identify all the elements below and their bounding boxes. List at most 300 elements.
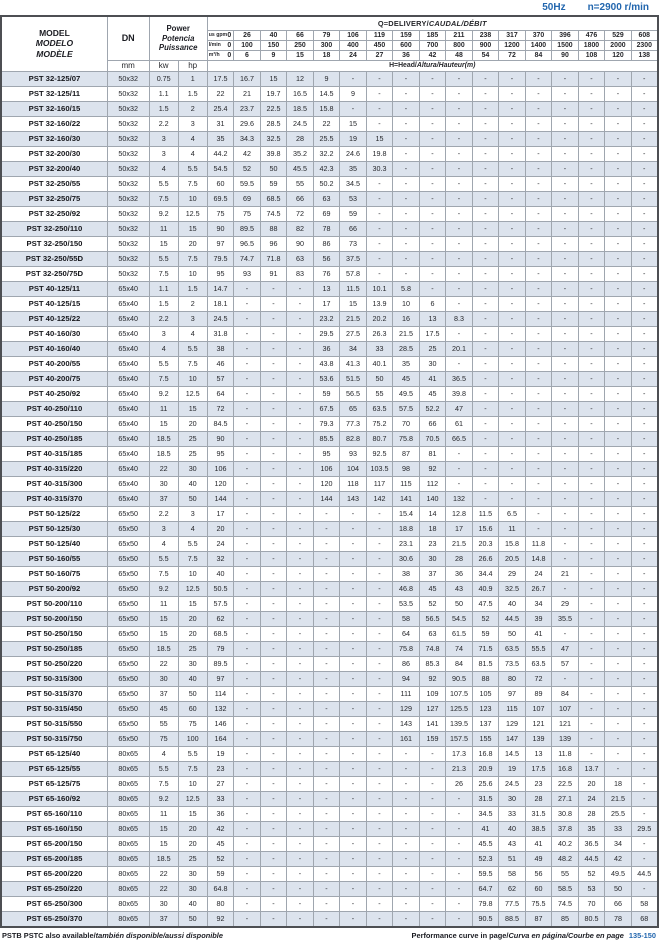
- head-cell: -: [234, 341, 261, 356]
- head-cell: -: [419, 896, 446, 911]
- head-cell: -: [287, 311, 314, 326]
- kw-cell: 2.2: [149, 116, 178, 131]
- head-cell: -: [499, 101, 526, 116]
- head-cell: -: [631, 431, 658, 446]
- head-cell: -: [366, 566, 393, 581]
- head-cell: -: [260, 656, 287, 671]
- head-cell: 42.3: [313, 161, 340, 176]
- head-cell: -: [578, 461, 605, 476]
- head-cell: -: [366, 206, 393, 221]
- head-cell: 23: [207, 761, 234, 776]
- head-cell: -: [472, 131, 499, 146]
- hp-cell: 2: [178, 296, 207, 311]
- head-cell: -: [605, 206, 632, 221]
- head-cell: 144: [207, 491, 234, 506]
- head-cell: -: [260, 566, 287, 581]
- head-cell: 29.6: [234, 116, 261, 131]
- head-cell: -: [234, 386, 261, 401]
- head-cell: -: [366, 611, 393, 626]
- head-cell: -: [499, 266, 526, 281]
- head-cell: -: [234, 371, 261, 386]
- head-cell: -: [446, 851, 473, 866]
- head-cell: 80: [499, 671, 526, 686]
- head-cell: 66: [287, 191, 314, 206]
- head-cell: -: [287, 746, 314, 761]
- head-cell: -: [446, 866, 473, 881]
- head-cell: 81: [419, 446, 446, 461]
- head-cell: -: [552, 296, 579, 311]
- head-cell: -: [446, 206, 473, 221]
- head-cell: 44.5: [499, 611, 526, 626]
- hp-cell: 12.5: [178, 386, 207, 401]
- head-cell: -: [234, 701, 261, 716]
- kw-cell: 7.5: [149, 566, 178, 581]
- head-cell: 56: [313, 251, 340, 266]
- head-cell: -: [234, 581, 261, 596]
- kw-cell: 15: [149, 836, 178, 851]
- dn-cell: 50x32: [107, 236, 149, 251]
- head-cell: 33: [366, 341, 393, 356]
- head-cell: 30.6: [393, 551, 420, 566]
- footer-right-intl: Curva en página/Courbe en page: [508, 930, 624, 940]
- kw-cell: 9.2: [149, 791, 178, 806]
- model-cell: PST 50-315/450: [1, 701, 107, 716]
- model-cell: PST 32-200/30: [1, 146, 107, 161]
- head-cell: -: [340, 776, 367, 791]
- head-cell: -: [525, 131, 552, 146]
- head-cell: 20.3: [472, 536, 499, 551]
- head-cell: -: [499, 251, 526, 266]
- hp-unit-cell: hp: [178, 60, 207, 71]
- head-cell: -: [525, 506, 552, 521]
- head-cell: -: [499, 236, 526, 251]
- head-cell: 23.1: [393, 536, 420, 551]
- head-cell: -: [287, 686, 314, 701]
- head-cell: -: [313, 596, 340, 611]
- hp-cell: 25: [178, 431, 207, 446]
- head-cell: -: [287, 431, 314, 446]
- hp-cell: 50: [178, 911, 207, 927]
- head-cell: 39: [525, 611, 552, 626]
- hp-cell: 7.5: [178, 251, 207, 266]
- model-cell: PST 40-315/300: [1, 476, 107, 491]
- head-cell: -: [631, 146, 658, 161]
- dn-cell: 65x50: [107, 521, 149, 536]
- head-cell: 30.8: [552, 806, 579, 821]
- head-cell: 57: [207, 371, 234, 386]
- head-cell: -: [605, 311, 632, 326]
- hp-cell: 2: [178, 101, 207, 116]
- head-cell: -: [340, 761, 367, 776]
- head-cell: 23.7: [234, 101, 261, 116]
- head-cell: -: [578, 251, 605, 266]
- head-cell: -: [605, 146, 632, 161]
- head-cell: 141: [419, 716, 446, 731]
- head-cell: -: [446, 356, 473, 371]
- head-cell: -: [552, 416, 579, 431]
- head-cell: -: [631, 221, 658, 236]
- head-cell: 41: [472, 821, 499, 836]
- head-cell: -: [578, 446, 605, 461]
- head-cell: -: [605, 656, 632, 671]
- hp-cell: 20: [178, 611, 207, 626]
- head-cell: 21: [552, 566, 579, 581]
- flow-value-cell: 120: [605, 50, 632, 60]
- flow-value-cell: 27: [366, 50, 393, 60]
- head-cell: -: [578, 611, 605, 626]
- head-cell: -: [340, 101, 367, 116]
- kw-cell: 3: [149, 131, 178, 146]
- head-cell: 45: [419, 386, 446, 401]
- head-cell: -: [313, 551, 340, 566]
- head-cell: -: [605, 671, 632, 686]
- head-cell: -: [578, 656, 605, 671]
- flow-value-cell: 2000: [605, 40, 632, 50]
- head-cell: -: [631, 311, 658, 326]
- head-cell: -: [313, 776, 340, 791]
- head-cell: 19: [499, 761, 526, 776]
- head-cell: -: [234, 716, 261, 731]
- model-cell: PST 32-160/15: [1, 101, 107, 116]
- head-cell: 59: [260, 176, 287, 191]
- head-cell: -: [366, 911, 393, 927]
- dn-cell: 65x40: [107, 296, 149, 311]
- model-cell: PST 40-125/22: [1, 311, 107, 326]
- head-cell: 132: [207, 701, 234, 716]
- head-cell: -: [260, 596, 287, 611]
- head-cell: -: [287, 761, 314, 776]
- hp-cell: 4: [178, 521, 207, 536]
- hp-cell: 7.5: [178, 761, 207, 776]
- head-cell: 139.5: [446, 716, 473, 731]
- head-cell: 142: [366, 491, 393, 506]
- head-cell: 54.5: [446, 611, 473, 626]
- head-cell: -: [393, 851, 420, 866]
- head-cell: -: [631, 551, 658, 566]
- model-cell: PST 50-125/40: [1, 536, 107, 551]
- hp-cell: 1.5: [178, 86, 207, 101]
- head-cell: -: [260, 746, 287, 761]
- head-cell: -: [499, 416, 526, 431]
- head-cell: -: [605, 701, 632, 716]
- head-cell: 6: [419, 296, 446, 311]
- head-cell: 137: [472, 716, 499, 731]
- head-cell: -: [260, 476, 287, 491]
- head-cell: -: [605, 461, 632, 476]
- head-cell: 49.5: [605, 866, 632, 881]
- head-cell: -: [552, 626, 579, 641]
- head-cell: -: [525, 446, 552, 461]
- head-cell: 25.6: [472, 776, 499, 791]
- model-cell: PST 50-160/55: [1, 551, 107, 566]
- head-cell: -: [552, 341, 579, 356]
- head-cell: -: [525, 116, 552, 131]
- head-cell: -: [631, 521, 658, 536]
- head-cell: -: [605, 221, 632, 236]
- flow-value-cell: 400: [340, 40, 367, 50]
- head-cell: -: [605, 551, 632, 566]
- head-cell: 89.5: [207, 656, 234, 671]
- head-cell: -: [552, 386, 579, 401]
- model-cell: PST 50-160/75: [1, 566, 107, 581]
- head-cell: -: [499, 86, 526, 101]
- head-cell: 35: [578, 821, 605, 836]
- head-cell: -: [631, 776, 658, 791]
- head-cell: -: [340, 821, 367, 836]
- flow-value-cell: 159: [393, 30, 420, 40]
- hp-cell: 12.5: [178, 791, 207, 806]
- table-row: [1, 731, 658, 746]
- head-cell: -: [366, 836, 393, 851]
- head-cell: 41: [419, 371, 446, 386]
- dn-cell: 65x40: [107, 476, 149, 491]
- model-cell: PST 50-315/370: [1, 686, 107, 701]
- head-cell: -: [260, 416, 287, 431]
- head-cell: -: [605, 476, 632, 491]
- head-cell: -: [472, 176, 499, 191]
- model-cell: PST 50-200/110: [1, 596, 107, 611]
- head-cell: -: [234, 806, 261, 821]
- head-cell: -: [446, 131, 473, 146]
- footer-availability-note: [2, 931, 223, 940]
- head-cell: 69: [313, 206, 340, 221]
- head-cell: 24.5: [207, 311, 234, 326]
- head-cell: -: [605, 386, 632, 401]
- head-cell: 57.8: [340, 266, 367, 281]
- head-cell: -: [499, 446, 526, 461]
- table-row: [1, 686, 658, 701]
- head-cell: 109: [419, 686, 446, 701]
- head-cell: 23: [525, 776, 552, 791]
- head-cell: -: [552, 476, 579, 491]
- head-row-label: [207, 60, 658, 71]
- head-cell: -: [472, 446, 499, 461]
- hp-cell: 20: [178, 836, 207, 851]
- head-cell: -: [234, 281, 261, 296]
- dn-cell: 50x32: [107, 71, 149, 86]
- head-cell: -: [631, 611, 658, 626]
- head-cell: -: [472, 116, 499, 131]
- head-cell: 36: [207, 806, 234, 821]
- head-cell: -: [419, 746, 446, 761]
- head-cell: -: [393, 221, 420, 236]
- head-cell: -: [366, 176, 393, 191]
- dn-cell: 50x32: [107, 251, 149, 266]
- head-cell: -: [260, 776, 287, 791]
- head-cell: -: [446, 881, 473, 896]
- head-cell: -: [366, 251, 393, 266]
- dn-cell: 65x50: [107, 611, 149, 626]
- flow-value-cell: 1400: [525, 40, 552, 50]
- kw-cell: 9.2: [149, 206, 178, 221]
- flow-value-cell: 396: [552, 30, 579, 40]
- head-cell: 14.7: [207, 281, 234, 296]
- table-row: [1, 86, 658, 101]
- head-cell: 18.5: [287, 101, 314, 116]
- head-cell: 24.5: [499, 776, 526, 791]
- head-cell: -: [631, 566, 658, 581]
- model-cell: PST 50-125/30: [1, 521, 107, 536]
- head-cell: -: [446, 281, 473, 296]
- kw-cell: 22: [149, 461, 178, 476]
- head-cell: 52: [234, 161, 261, 176]
- head-cell: -: [605, 341, 632, 356]
- head-cell: -: [340, 701, 367, 716]
- delivery-header: [207, 16, 658, 30]
- head-cell: -: [525, 401, 552, 416]
- head-cell: 43: [499, 836, 526, 851]
- head-cell: 159: [419, 731, 446, 746]
- head-cell: -: [578, 686, 605, 701]
- model-label-en: MODEL: [39, 27, 70, 38]
- head-cell: -: [234, 311, 261, 326]
- head-cell: -: [234, 836, 261, 851]
- head-cell: 87: [393, 446, 420, 461]
- head-cell: -: [366, 806, 393, 821]
- kw-cell: 11: [149, 596, 178, 611]
- head-label-en: H=Head/: [389, 62, 417, 69]
- head-cell: 27.5: [340, 326, 367, 341]
- head-cell: -: [340, 836, 367, 851]
- head-cell: -: [287, 911, 314, 927]
- head-cell: -: [419, 101, 446, 116]
- head-cell: -: [605, 251, 632, 266]
- head-cell: 52: [207, 851, 234, 866]
- head-cell: -: [605, 236, 632, 251]
- head-cell: 50: [446, 596, 473, 611]
- head-cell: -: [472, 401, 499, 416]
- head-cell: 59: [340, 206, 367, 221]
- head-cell: 47: [446, 401, 473, 416]
- hp-cell: 30: [178, 881, 207, 896]
- dn-cell: 50x32: [107, 86, 149, 101]
- head-cell: -: [366, 746, 393, 761]
- head-cell: -: [446, 911, 473, 927]
- hp-cell: 60: [178, 701, 207, 716]
- head-cell: 92: [207, 911, 234, 927]
- head-cell: 117: [366, 476, 393, 491]
- table-row: [1, 161, 658, 176]
- head-cell: 57.5: [393, 401, 420, 416]
- head-cell: -: [631, 356, 658, 371]
- head-cell: 74: [446, 641, 473, 656]
- table-row: [1, 266, 658, 281]
- hp-cell: 20: [178, 236, 207, 251]
- head-cell: -: [260, 866, 287, 881]
- head-cell: 63.5: [499, 641, 526, 656]
- head-cell: 120: [313, 476, 340, 491]
- head-cell: -: [552, 536, 579, 551]
- head-cell: -: [287, 551, 314, 566]
- head-cell: 147: [499, 731, 526, 746]
- head-cell: 60: [525, 881, 552, 896]
- hp-cell: 25: [178, 641, 207, 656]
- head-cell: -: [313, 641, 340, 656]
- table-row: [1, 626, 658, 641]
- head-cell: -: [366, 896, 393, 911]
- head-cell: 55: [552, 866, 579, 881]
- head-cell: -: [340, 551, 367, 566]
- head-cell: 12: [287, 71, 314, 86]
- kw-cell: 1.5: [149, 101, 178, 116]
- head-cell: -: [366, 191, 393, 206]
- head-cell: -: [234, 731, 261, 746]
- head-cell: 62: [499, 881, 526, 896]
- head-cell: 16: [393, 311, 420, 326]
- table-row: [1, 656, 658, 671]
- flow-unit-zero-cell: [207, 30, 234, 40]
- head-cell: 98: [393, 461, 420, 476]
- head-cell: -: [578, 326, 605, 341]
- head-cell: 121: [552, 716, 579, 731]
- head-cell: -: [366, 536, 393, 551]
- head-cell: -: [578, 491, 605, 506]
- head-cell: 28: [446, 551, 473, 566]
- head-cell: -: [419, 236, 446, 251]
- head-cell: -: [340, 716, 367, 731]
- head-cell: 40: [499, 821, 526, 836]
- head-cell: -: [313, 626, 340, 641]
- head-cell: 27.1: [552, 791, 579, 806]
- dn-cell: 65x40: [107, 401, 149, 416]
- head-cell: -: [260, 281, 287, 296]
- head-cell: -: [366, 656, 393, 671]
- flow-unit-label: m³/h: [208, 52, 220, 58]
- head-cell: 35.2: [287, 146, 314, 161]
- head-cell: 26.7: [525, 581, 552, 596]
- dn-column-header: DN: [107, 16, 149, 60]
- speed-label: n=2900 r/min: [587, 2, 649, 13]
- head-cell: 17: [446, 521, 473, 536]
- flow-value-cell: 238: [472, 30, 499, 40]
- head-cell: -: [446, 791, 473, 806]
- head-cell: -: [552, 161, 579, 176]
- head-cell: -: [366, 761, 393, 776]
- head-cell: 37.5: [340, 251, 367, 266]
- head-cell: 56.5: [340, 386, 367, 401]
- dn-cell: 65x40: [107, 416, 149, 431]
- head-cell: 38.5: [525, 821, 552, 836]
- head-cell: 53: [340, 191, 367, 206]
- model-cell: PST 40-250/92: [1, 386, 107, 401]
- head-cell: -: [578, 356, 605, 371]
- head-cell: -: [472, 266, 499, 281]
- head-cell: -: [578, 731, 605, 746]
- head-cell: -: [287, 386, 314, 401]
- head-cell: -: [260, 641, 287, 656]
- head-cell: -: [313, 536, 340, 551]
- hp-cell: 40: [178, 476, 207, 491]
- head-cell: -: [631, 671, 658, 686]
- head-cell: -: [287, 506, 314, 521]
- head-cell: -: [234, 521, 261, 536]
- head-cell: 15.8: [499, 536, 526, 551]
- head-cell: 121: [525, 716, 552, 731]
- head-cell: 63: [287, 251, 314, 266]
- head-cell: -: [605, 536, 632, 551]
- head-cell: -: [631, 236, 658, 251]
- head-cell: 80.5: [578, 911, 605, 927]
- kw-cell: 9.2: [149, 581, 178, 596]
- head-cell: -: [578, 176, 605, 191]
- kw-cell: 2.2: [149, 311, 178, 326]
- head-cell: 85.3: [419, 656, 446, 671]
- head-cell: 41: [525, 836, 552, 851]
- head-cell: 22: [313, 116, 340, 131]
- head-cell: -: [260, 881, 287, 896]
- model-cell: PST 50-200/92: [1, 581, 107, 596]
- table-row: [1, 326, 658, 341]
